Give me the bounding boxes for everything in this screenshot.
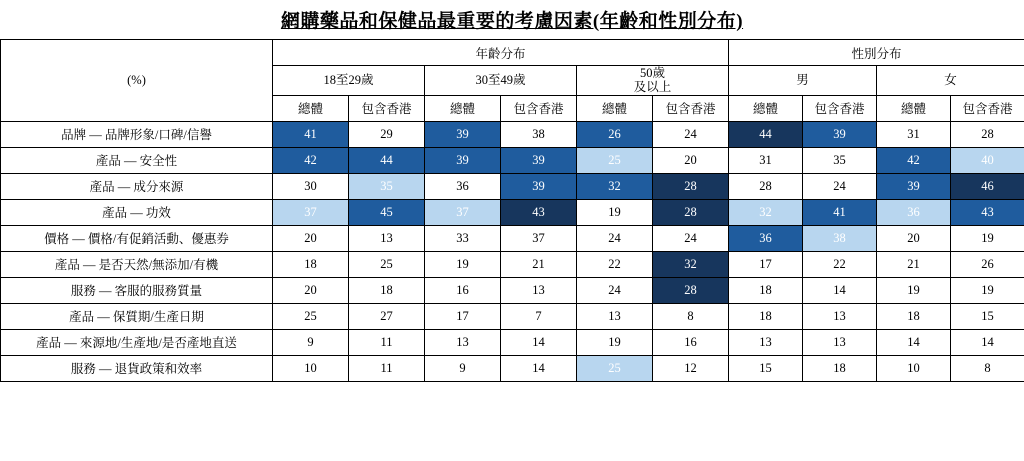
heatmap-cell — [803, 199, 877, 225]
heatmap-value: 14 — [803, 278, 876, 303]
heatmap-cell — [653, 251, 729, 277]
heatmap-value: 42 — [877, 148, 950, 173]
heatmap-value: 39 — [803, 122, 876, 147]
heatmap-cell — [653, 199, 729, 225]
heatmap-value: 36 — [729, 226, 802, 251]
heatmap-cell — [349, 303, 425, 329]
table-head — [1, 40, 1024, 122]
heatmap-cell — [349, 225, 425, 251]
heatmap-value: 32 — [729, 200, 802, 225]
subgroup-50-plus-line2: 及以上 — [633, 80, 672, 95]
row-label: 產品 — 安全性 — [1, 147, 273, 173]
heatmap-cell — [425, 147, 501, 173]
heatmap-value: 20 — [877, 226, 950, 251]
heatmap-value: 16 — [425, 278, 500, 303]
heatmap-cell — [425, 251, 501, 277]
heatmap-cell — [877, 329, 951, 355]
heatmap-value: 39 — [877, 174, 950, 199]
heatmap-cell — [877, 147, 951, 173]
heatmap-table — [0, 39, 1024, 382]
heatmap-value: 14 — [877, 330, 950, 355]
heatmap-cell — [349, 121, 425, 147]
table-row — [1, 173, 1024, 199]
table-row — [1, 199, 1024, 225]
column-header-6: 總體 — [729, 95, 803, 121]
heatmap-cell — [653, 147, 729, 173]
heatmap-cell — [877, 355, 951, 381]
heatmap-cell — [501, 225, 577, 251]
heatmap-cell — [273, 303, 349, 329]
heatmap-cell — [951, 329, 1024, 355]
table-body — [1, 121, 1024, 381]
heatmap-cell — [349, 199, 425, 225]
heatmap-cell — [803, 277, 877, 303]
heatmap-cell — [273, 225, 349, 251]
heatmap-value: 13 — [729, 330, 802, 355]
column-header-9: 包含香港 — [951, 95, 1024, 121]
heatmap-value: 24 — [803, 174, 876, 199]
heatmap-cell — [501, 121, 577, 147]
heatmap-cell — [273, 199, 349, 225]
heatmap-cell — [577, 173, 653, 199]
heatmap-cell — [653, 121, 729, 147]
heatmap-value: 37 — [273, 200, 348, 225]
heatmap-value: 40 — [951, 148, 1024, 173]
heatmap-value: 38 — [803, 226, 876, 251]
heatmap-value: 24 — [653, 226, 728, 251]
heatmap-value: 19 — [877, 278, 950, 303]
heatmap-cell — [729, 303, 803, 329]
heatmap-value: 36 — [877, 200, 950, 225]
heatmap-value: 18 — [803, 356, 876, 381]
heatmap-value: 17 — [729, 252, 802, 277]
heatmap-value: 28 — [653, 278, 728, 303]
heatmap-cell — [425, 303, 501, 329]
heatmap-cell — [951, 355, 1024, 381]
heatmap-value: 30 — [273, 174, 348, 199]
heatmap-cell — [951, 173, 1024, 199]
heatmap-value: 35 — [349, 174, 424, 199]
heatmap-cell — [951, 121, 1024, 147]
column-header-8: 總體 — [877, 95, 951, 121]
heatmap-cell — [425, 199, 501, 225]
heatmap-value: 14 — [951, 330, 1024, 355]
heatmap-cell — [951, 225, 1024, 251]
heatmap-cell — [349, 355, 425, 381]
column-header-4: 總體 — [577, 95, 653, 121]
heatmap-value: 15 — [729, 356, 802, 381]
heatmap-value: 18 — [349, 278, 424, 303]
column-header-3: 包含香港 — [501, 95, 577, 121]
subgroup-18-29: 18至29歲 — [273, 66, 425, 96]
heatmap-value: 21 — [877, 252, 950, 277]
subgroup-male: 男 — [729, 66, 877, 96]
heatmap-cell — [877, 199, 951, 225]
heatmap-value: 13 — [349, 226, 424, 251]
heatmap-cell — [653, 355, 729, 381]
heatmap-value: 32 — [653, 252, 728, 277]
table-row — [1, 251, 1024, 277]
heatmap-value: 41 — [803, 200, 876, 225]
heatmap-cell — [273, 277, 349, 303]
table-row — [1, 225, 1024, 251]
heatmap-value: 45 — [349, 200, 424, 225]
unit-label: (%) — [1, 40, 273, 122]
table-row — [1, 147, 1024, 173]
heatmap-cell — [577, 147, 653, 173]
heatmap-cell — [501, 277, 577, 303]
subgroup-50-plus — [577, 66, 729, 96]
heatmap-cell — [803, 121, 877, 147]
heatmap-cell — [577, 277, 653, 303]
heatmap-cell — [577, 303, 653, 329]
group-header-gender: 性別分布 — [729, 40, 1024, 66]
heatmap-value: 43 — [501, 200, 576, 225]
heatmap-cell — [653, 173, 729, 199]
heatmap-cell — [729, 199, 803, 225]
heatmap-value: 26 — [577, 122, 652, 147]
heatmap-value: 22 — [803, 252, 876, 277]
heatmap-value: 24 — [653, 122, 728, 147]
row-label: 價格 — 價格/有促銷活動、優惠券 — [1, 225, 273, 251]
heatmap-cell — [877, 225, 951, 251]
heatmap-value: 28 — [653, 174, 728, 199]
heatmap-cell — [501, 251, 577, 277]
heatmap-cell — [877, 173, 951, 199]
heatmap-cell — [273, 251, 349, 277]
heatmap-value: 25 — [577, 148, 652, 173]
heatmap-cell — [501, 173, 577, 199]
heatmap-value: 31 — [877, 122, 950, 147]
table-row — [1, 277, 1024, 303]
row-label: 產品 — 是否天然/無添加/有機 — [1, 251, 273, 277]
heatmap-cell — [877, 121, 951, 147]
heatmap-cell — [349, 147, 425, 173]
column-header-7: 包含香港 — [803, 95, 877, 121]
heatmap-cell — [653, 225, 729, 251]
heatmap-value: 36 — [425, 174, 500, 199]
table-row — [1, 355, 1024, 381]
heatmap-cell — [803, 303, 877, 329]
heatmap-value: 18 — [729, 278, 802, 303]
heatmap-value: 13 — [501, 278, 576, 303]
heatmap-value: 13 — [577, 304, 652, 329]
heatmap-value: 19 — [951, 226, 1024, 251]
heatmap-value: 42 — [273, 148, 348, 173]
heatmap-cell — [577, 251, 653, 277]
heatmap-value: 35 — [803, 148, 876, 173]
heatmap-value: 39 — [425, 148, 500, 173]
heatmap-cell — [425, 329, 501, 355]
heatmap-cell — [501, 199, 577, 225]
heatmap-cell — [951, 147, 1024, 173]
heatmap-cell — [349, 173, 425, 199]
heatmap-value: 28 — [729, 174, 802, 199]
heatmap-cell — [349, 251, 425, 277]
heatmap-cell — [577, 199, 653, 225]
heatmap-cell — [951, 199, 1024, 225]
heatmap-value: 22 — [577, 252, 652, 277]
heatmap-value: 20 — [653, 148, 728, 173]
heatmap-cell — [803, 355, 877, 381]
heatmap-cell — [501, 329, 577, 355]
column-header-1: 包含香港 — [349, 95, 425, 121]
heatmap-value: 37 — [501, 226, 576, 251]
heatmap-value: 18 — [729, 304, 802, 329]
heatmap-cell — [273, 147, 349, 173]
heatmap-cell — [349, 277, 425, 303]
heatmap-value: 25 — [273, 304, 348, 329]
heatmap-cell — [273, 329, 349, 355]
heatmap-cell — [729, 329, 803, 355]
heatmap-value: 14 — [501, 356, 576, 381]
heatmap-value: 19 — [577, 330, 652, 355]
heatmap-cell — [425, 277, 501, 303]
heatmap-value: 27 — [349, 304, 424, 329]
row-label: 服務 — 退貨政策和效率 — [1, 355, 273, 381]
heatmap-value: 44 — [729, 122, 802, 147]
heatmap-cell — [425, 355, 501, 381]
heatmap-value: 7 — [501, 304, 576, 329]
heatmap-value: 11 — [349, 356, 424, 381]
row-label: 產品 — 功效 — [1, 199, 273, 225]
heatmap-cell — [653, 277, 729, 303]
heatmap-cell — [951, 251, 1024, 277]
heatmap-cell — [425, 121, 501, 147]
heatmap-value: 19 — [951, 278, 1024, 303]
heatmap-cell — [729, 251, 803, 277]
heatmap-cell — [729, 355, 803, 381]
heatmap-cell — [729, 147, 803, 173]
row-label: 產品 — 來源地/生產地/是否產地直送 — [1, 329, 273, 355]
heatmap-value: 38 — [501, 122, 576, 147]
column-header-2: 總體 — [425, 95, 501, 121]
heatmap-cell — [425, 173, 501, 199]
subgroup-30-49: 30至49歲 — [425, 66, 577, 96]
heatmap-cell — [273, 355, 349, 381]
heatmap-value: 39 — [425, 122, 500, 147]
heatmap-cell — [653, 303, 729, 329]
heatmap-value: 10 — [273, 356, 348, 381]
heatmap-cell — [729, 121, 803, 147]
heatmap-value: 19 — [577, 200, 652, 225]
heatmap-cell — [803, 147, 877, 173]
column-header-0: 總體 — [273, 95, 349, 121]
heatmap-value: 46 — [951, 174, 1024, 199]
heatmap-value: 39 — [501, 148, 576, 173]
heatmap-value: 17 — [425, 304, 500, 329]
heatmap-cell — [501, 355, 577, 381]
heatmap-value: 33 — [425, 226, 500, 251]
heatmap-cell — [349, 329, 425, 355]
heatmap-value: 44 — [349, 148, 424, 173]
heatmap-value: 8 — [951, 356, 1024, 381]
subgroup-50-plus-line1: 50歲 — [640, 66, 666, 80]
heatmap-cell — [501, 147, 577, 173]
heatmap-value: 25 — [577, 356, 652, 381]
heatmap-value: 41 — [273, 122, 348, 147]
heatmap-cell — [803, 251, 877, 277]
heatmap-cell — [803, 329, 877, 355]
heatmap-cell — [803, 173, 877, 199]
heatmap-value: 13 — [803, 304, 876, 329]
heatmap-cell — [273, 173, 349, 199]
heatmap-cell — [729, 225, 803, 251]
heatmap-cell — [877, 277, 951, 303]
heatmap-cell — [577, 329, 653, 355]
heatmap-cell — [803, 225, 877, 251]
table-row — [1, 303, 1024, 329]
heatmap-cell — [729, 277, 803, 303]
heatmap-value: 39 — [501, 174, 576, 199]
heatmap-value: 13 — [803, 330, 876, 355]
heatmap-value: 16 — [653, 330, 728, 355]
heatmap-value: 24 — [577, 226, 652, 251]
heatmap-cell — [577, 355, 653, 381]
heatmap-value: 20 — [273, 226, 348, 251]
heatmap-value: 9 — [425, 356, 500, 381]
heatmap-value: 20 — [273, 278, 348, 303]
heatmap-cell — [951, 303, 1024, 329]
heatmap-cell — [501, 303, 577, 329]
heatmap-value: 29 — [349, 122, 424, 147]
group-header-row — [1, 40, 1024, 66]
heatmap-value: 12 — [653, 356, 728, 381]
subgroup-female: 女 — [877, 66, 1024, 96]
heatmap-value: 25 — [349, 252, 424, 277]
table-row — [1, 329, 1024, 355]
heatmap-value: 9 — [273, 330, 348, 355]
heatmap-value: 11 — [349, 330, 424, 355]
row-label: 品牌 — 品牌形象/口碑/信譽 — [1, 121, 273, 147]
heatmap-cell — [653, 329, 729, 355]
heatmap-value: 32 — [577, 174, 652, 199]
table-row — [1, 121, 1024, 147]
column-header-5: 包含香港 — [653, 95, 729, 121]
heatmap-value: 37 — [425, 200, 500, 225]
heatmap-cell — [577, 225, 653, 251]
heatmap-value: 8 — [653, 304, 728, 329]
heatmap-value: 18 — [877, 304, 950, 329]
row-label: 產品 — 成分來源 — [1, 173, 273, 199]
heatmap-cell — [877, 251, 951, 277]
heatmap-cell — [577, 121, 653, 147]
page-title: 網購藥品和保健品最重要的考慮因素(年齡和性別分布) — [280, 11, 744, 32]
heatmap-value: 14 — [501, 330, 576, 355]
heatmap-cell — [273, 121, 349, 147]
heatmap-value: 31 — [729, 148, 802, 173]
heatmap-value: 10 — [877, 356, 950, 381]
heatmap-value: 15 — [951, 304, 1024, 329]
heatmap-value: 26 — [951, 252, 1024, 277]
heatmap-value: 28 — [653, 200, 728, 225]
row-label: 產品 — 保質期/生產日期 — [1, 303, 273, 329]
heatmap-value: 19 — [425, 252, 500, 277]
heatmap-value: 24 — [577, 278, 652, 303]
heatmap-value: 18 — [273, 252, 348, 277]
heatmap-cell — [425, 225, 501, 251]
row-label: 服務 — 客服的服務質量 — [1, 277, 273, 303]
heatmap-value: 21 — [501, 252, 576, 277]
group-header-age: 年齡分布 — [273, 40, 729, 66]
heatmap-value: 28 — [951, 122, 1024, 147]
heatmap-cell — [877, 303, 951, 329]
heatmap-cell — [729, 173, 803, 199]
heatmap-cell — [951, 277, 1024, 303]
heatmap-value: 43 — [951, 200, 1024, 225]
heatmap-value: 13 — [425, 330, 500, 355]
